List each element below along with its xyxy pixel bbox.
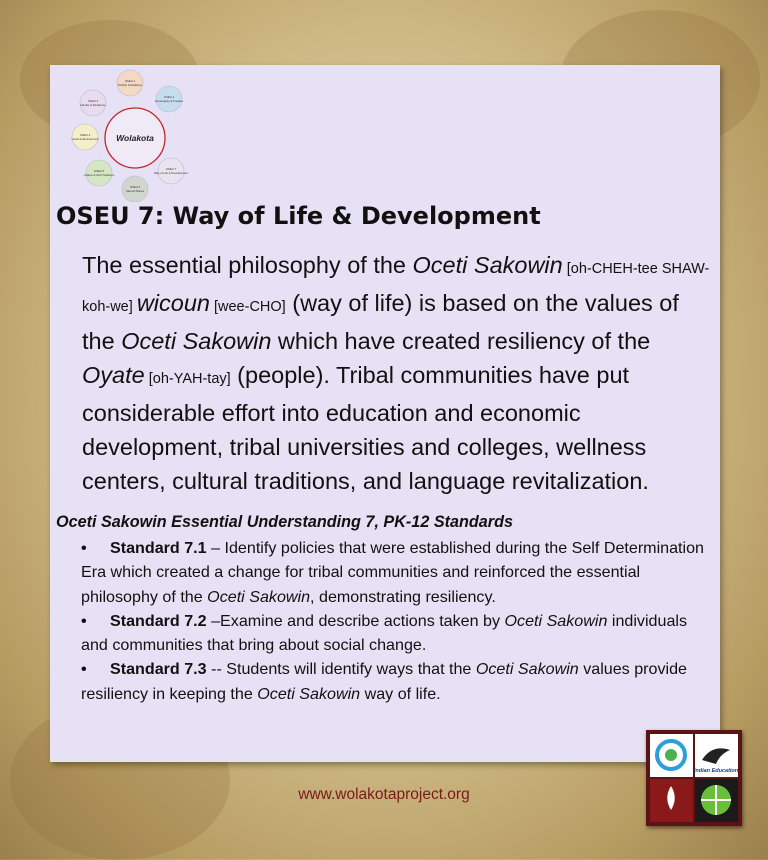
term-oceti-sakowin: Oceti Sakowin	[121, 328, 272, 354]
bullet: •	[81, 539, 87, 557]
diagram-node-label: Culture & Oral Traditions	[83, 173, 115, 178]
intro-paragraph	[82, 248, 712, 498]
term-oceti-sakowin: Oceti Sakowin	[475, 660, 579, 679]
list-item	[81, 536, 711, 609]
diagram-node	[117, 70, 143, 96]
diagram-node	[80, 90, 106, 116]
standard-label: Standard 7.1	[110, 539, 207, 557]
diagram-node	[154, 158, 188, 184]
diagram-node-label: OSEU 3	[87, 99, 99, 103]
pronunciation: [wee-CHO]	[209, 299, 286, 315]
standard-label: Standard 7.3	[110, 660, 207, 679]
diagram-node-label: OSEU 4	[79, 133, 91, 137]
standard-text: –Examine and describe actions taken by	[206, 611, 505, 630]
term-oceti-sakowin: Oceti Sakowin	[504, 611, 608, 630]
diagram-node	[122, 176, 148, 202]
bullet: •	[81, 611, 87, 630]
standard-label: Standard 7.2	[110, 611, 207, 630]
term-oceti-sakowin: Oceti Sakowin	[207, 587, 311, 606]
website-link[interactable]: www.wolakotaproject.org	[298, 786, 470, 803]
diagram-node-label: Lands & Environment	[71, 137, 99, 142]
diagram-node-label: OSEU 1	[124, 79, 136, 83]
term-oceti-sakowin: Oceti Sakowin	[257, 684, 361, 703]
diagram-node-label: OSEU 2	[163, 95, 175, 99]
list-item	[81, 609, 711, 658]
standard-text: individuals and communities that bring about social change.	[81, 611, 688, 655]
indian-education-logo	[646, 730, 742, 826]
list-item	[81, 657, 711, 706]
body-text: which have created resiliency of the	[271, 328, 651, 354]
standard-text: – Identify policies that were established during the Self Determination Era which created a change for tribal communities and reinforced the essential philosophy of the	[81, 539, 705, 606]
diagram-node	[72, 124, 99, 150]
diagram-node	[84, 160, 115, 186]
standards-list	[81, 536, 711, 706]
body-text: (people). Tribal communities have put considerable effort into education and economic development, tribal universities and colleges, wellness centers, cultural traditions, and language revitalization.	[82, 362, 649, 494]
term-wicoun: wicoun	[136, 290, 210, 316]
standard-text: , demonstrating resiliency.	[310, 587, 496, 606]
diagram-node-label: OSEU 6	[129, 185, 141, 189]
oseu-diagram	[69, 67, 199, 202]
pronunciation: [oh-CHEH-tee SHAW-koh-we]	[82, 261, 710, 315]
diagram-node-label: OSEU 5	[93, 169, 105, 173]
diagram-node-label: Identity & Resilience	[80, 103, 106, 108]
term-oceti-sakowin: Oceti Sakowin	[412, 252, 563, 278]
diagram-node-label: Sacred Places	[125, 189, 145, 194]
standard-text: values provide resiliency in keeping the	[81, 660, 687, 703]
pronunciation: [oh-YAH-tay]	[144, 371, 231, 387]
page-title: OSEU 7: Way of Life & Development	[56, 202, 541, 230]
standard-text: -- Students will identify ways that the	[206, 660, 476, 679]
diagram-node-label: Sovereignty & Treaties	[154, 99, 184, 104]
body-text: The essential philosophy of the	[82, 252, 413, 278]
standard-text: way of life.	[360, 684, 441, 703]
diagram-node-label: Kinship & Relatives	[117, 83, 143, 88]
body-text: (way of life) is based on the values of the	[82, 290, 679, 354]
diagram-center-label: Wolakota	[116, 133, 154, 143]
diagram-node-label: OSEU 7	[165, 167, 177, 171]
diagram-node-label: Way of Life & Development	[154, 171, 188, 176]
standards-heading: Oceti Sakowin Essential Understanding 7, PK-12 Standards	[56, 513, 513, 531]
logo-text: Indian Education	[693, 768, 739, 774]
diagram-node	[155, 86, 184, 112]
bullet: •	[81, 660, 87, 679]
term-oyate: Oyate	[82, 362, 145, 388]
